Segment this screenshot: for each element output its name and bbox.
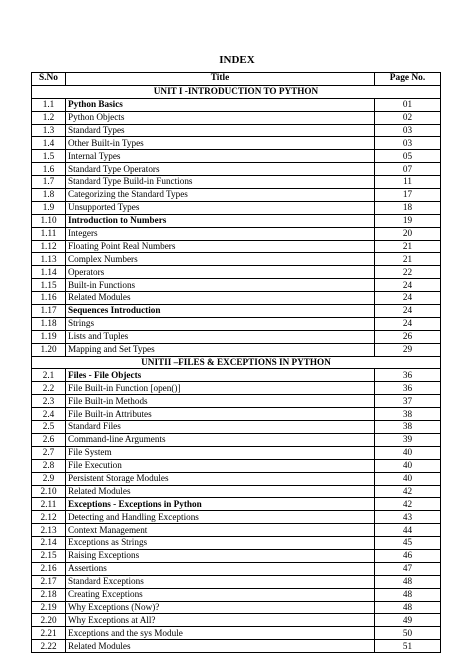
table-row bbox=[32, 562, 441, 575]
section-number: 2.1 bbox=[32, 369, 66, 382]
table-row bbox=[32, 472, 441, 485]
section-number: 2.12 bbox=[32, 511, 66, 524]
page-number: 49 bbox=[375, 614, 441, 627]
table-row bbox=[32, 601, 441, 614]
section-number: 2.8 bbox=[32, 459, 66, 472]
section-number: 2.14 bbox=[32, 537, 66, 550]
index-table-body bbox=[32, 85, 441, 652]
table-row bbox=[32, 343, 441, 356]
page-number: 37 bbox=[375, 395, 441, 408]
table-row bbox=[32, 137, 441, 150]
section-number: 1.18 bbox=[32, 317, 66, 330]
table-row bbox=[32, 640, 441, 653]
page-number: 29 bbox=[375, 343, 441, 356]
table-row bbox=[32, 305, 441, 318]
section-number: 1.1 bbox=[32, 98, 66, 111]
section-title: Related Modules bbox=[66, 640, 375, 653]
section-title: Categorizing the Standard Types bbox=[66, 189, 375, 202]
section-title: Raising Exceptions bbox=[66, 549, 375, 562]
table-row bbox=[32, 498, 441, 511]
section-title: Standard Files bbox=[66, 421, 375, 434]
page-number: 44 bbox=[375, 524, 441, 537]
section-number: 1.4 bbox=[32, 137, 66, 150]
section-number: 2.5 bbox=[32, 421, 66, 434]
section-title: Unsupported Types bbox=[66, 201, 375, 214]
section-number: 1.2 bbox=[32, 111, 66, 124]
section-title: Introduction to Numbers bbox=[66, 214, 375, 227]
page-number: 48 bbox=[375, 601, 441, 614]
table-row bbox=[32, 201, 441, 214]
page-number: 24 bbox=[375, 279, 441, 292]
page-number: 02 bbox=[375, 111, 441, 124]
table-row bbox=[32, 408, 441, 421]
table-row bbox=[32, 111, 441, 124]
table-row bbox=[32, 240, 441, 253]
page-number: 38 bbox=[375, 408, 441, 421]
page-number: 42 bbox=[375, 485, 441, 498]
section-number: 2.4 bbox=[32, 408, 66, 421]
section-title: Built-in Functions bbox=[66, 279, 375, 292]
section-number: 1.17 bbox=[32, 305, 66, 318]
section-number: 1.16 bbox=[32, 292, 66, 305]
section-title: Python Basics bbox=[66, 98, 375, 111]
section-title: Other Built-in Types bbox=[66, 137, 375, 150]
table-row bbox=[32, 575, 441, 588]
table-row bbox=[32, 524, 441, 537]
table-row bbox=[32, 421, 441, 434]
page-number: 39 bbox=[375, 433, 441, 446]
page-number: 48 bbox=[375, 588, 441, 601]
page-number: 18 bbox=[375, 201, 441, 214]
section-number: 2.11 bbox=[32, 498, 66, 511]
table-row bbox=[32, 382, 441, 395]
section-title: Standard Types bbox=[66, 124, 375, 137]
section-title: File Built-in Attributes bbox=[66, 408, 375, 421]
table-row bbox=[32, 588, 441, 601]
page-number: 03 bbox=[375, 124, 441, 137]
table-row bbox=[32, 266, 441, 279]
table-row bbox=[32, 176, 441, 189]
page-number: 40 bbox=[375, 472, 441, 485]
section-number: 1.20 bbox=[32, 343, 66, 356]
page-number: 24 bbox=[375, 305, 441, 318]
page-number: 46 bbox=[375, 549, 441, 562]
section-title: Context Management bbox=[66, 524, 375, 537]
page-column-header: Page No. bbox=[375, 73, 441, 86]
page-number: 50 bbox=[375, 627, 441, 640]
table-row bbox=[32, 369, 441, 382]
section-number: 1.7 bbox=[32, 176, 66, 189]
section-title: Exceptions and the sys Module bbox=[66, 627, 375, 640]
section-number: 2.19 bbox=[32, 601, 66, 614]
page-number: 43 bbox=[375, 511, 441, 524]
section-title: Lists and Tuples bbox=[66, 330, 375, 343]
section-number: 2.20 bbox=[32, 614, 66, 627]
section-title: Integers bbox=[66, 227, 375, 240]
section-number: 2.9 bbox=[32, 472, 66, 485]
section-number: 2.17 bbox=[32, 575, 66, 588]
table-row bbox=[32, 317, 441, 330]
page-number: 20 bbox=[375, 227, 441, 240]
page-number: 22 bbox=[375, 266, 441, 279]
index-table bbox=[31, 72, 441, 653]
table-row bbox=[32, 433, 441, 446]
table-row bbox=[32, 292, 441, 305]
section-title: Sequences Introduction bbox=[66, 305, 375, 318]
unit-heading-row bbox=[32, 356, 441, 369]
table-row bbox=[32, 150, 441, 163]
page-number: 07 bbox=[375, 163, 441, 176]
unit-heading-row bbox=[32, 85, 441, 98]
page-number: 40 bbox=[375, 446, 441, 459]
section-number: 1.8 bbox=[32, 189, 66, 202]
section-number: 2.7 bbox=[32, 446, 66, 459]
section-title: Command-line Arguments bbox=[66, 433, 375, 446]
section-title: File System bbox=[66, 446, 375, 459]
section-title: Internal Types bbox=[66, 150, 375, 163]
section-title: Persistent Storage Modules bbox=[66, 472, 375, 485]
page-number: 19 bbox=[375, 214, 441, 227]
page-number: 38 bbox=[375, 421, 441, 434]
page-number: 21 bbox=[375, 240, 441, 253]
table-row bbox=[32, 627, 441, 640]
table-row bbox=[32, 189, 441, 202]
section-title: Standard Type Build-in Functions bbox=[66, 176, 375, 189]
table-row bbox=[32, 124, 441, 137]
table-row bbox=[32, 214, 441, 227]
unit-heading: UNIT I -INTRODUCTION TO PYTHON bbox=[32, 85, 441, 98]
section-number: 2.3 bbox=[32, 395, 66, 408]
section-title: Related Modules bbox=[66, 485, 375, 498]
section-title: Related Modules bbox=[66, 292, 375, 305]
section-title: Why Exceptions at All? bbox=[66, 614, 375, 627]
section-title: Operators bbox=[66, 266, 375, 279]
section-title: Strings bbox=[66, 317, 375, 330]
section-number: 2.13 bbox=[32, 524, 66, 537]
section-number: 1.5 bbox=[32, 150, 66, 163]
table-row bbox=[32, 511, 441, 524]
section-title: Why Exceptions (Now)? bbox=[66, 601, 375, 614]
page-number: 24 bbox=[375, 292, 441, 305]
section-title: Files - File Objects bbox=[66, 369, 375, 382]
table-row bbox=[32, 98, 441, 111]
section-number: 2.6 bbox=[32, 433, 66, 446]
table-row bbox=[32, 459, 441, 472]
section-title: Floating Point Real Numbers bbox=[66, 240, 375, 253]
page-number: 01 bbox=[375, 98, 441, 111]
section-number: 1.12 bbox=[32, 240, 66, 253]
page-number: 24 bbox=[375, 317, 441, 330]
table-row bbox=[32, 537, 441, 550]
table-row bbox=[32, 163, 441, 176]
table-row bbox=[32, 549, 441, 562]
section-title: Standard Exceptions bbox=[66, 575, 375, 588]
sno-column-header: S.No bbox=[32, 73, 66, 86]
page-number: 42 bbox=[375, 498, 441, 511]
table-row bbox=[32, 227, 441, 240]
section-title: Assertions bbox=[66, 562, 375, 575]
table-header-row bbox=[32, 73, 441, 86]
section-number: 2.16 bbox=[32, 562, 66, 575]
section-number: 2.2 bbox=[32, 382, 66, 395]
table-row bbox=[32, 614, 441, 627]
page-number: 11 bbox=[375, 176, 441, 189]
table-row bbox=[32, 253, 441, 266]
section-number: 1.3 bbox=[32, 124, 66, 137]
section-number: 1.11 bbox=[32, 227, 66, 240]
page-number: 17 bbox=[375, 189, 441, 202]
page-number: 48 bbox=[375, 575, 441, 588]
page-number: 36 bbox=[375, 369, 441, 382]
table-row bbox=[32, 330, 441, 343]
section-number: 2.22 bbox=[32, 640, 66, 653]
section-number: 1.10 bbox=[32, 214, 66, 227]
section-number: 2.15 bbox=[32, 549, 66, 562]
section-title: File Built-in Function [open()] bbox=[66, 382, 375, 395]
section-number: 2.18 bbox=[32, 588, 66, 601]
section-number: 2.10 bbox=[32, 485, 66, 498]
page-number: 05 bbox=[375, 150, 441, 163]
section-title: Creating Exceptions bbox=[66, 588, 375, 601]
table-row bbox=[32, 485, 441, 498]
section-number: 1.19 bbox=[32, 330, 66, 343]
section-number: 1.14 bbox=[32, 266, 66, 279]
section-number: 1.9 bbox=[32, 201, 66, 214]
section-title: Python Objects bbox=[66, 111, 375, 124]
page-title: INDEX bbox=[219, 54, 255, 66]
page-number: 47 bbox=[375, 562, 441, 575]
section-title: Mapping and Set Types bbox=[66, 343, 375, 356]
section-title: Exceptions as Strings bbox=[66, 537, 375, 550]
section-number: 1.6 bbox=[32, 163, 66, 176]
table-row bbox=[32, 279, 441, 292]
page-number: 51 bbox=[375, 640, 441, 653]
page-number: 21 bbox=[375, 253, 441, 266]
unit-heading: UNITII –FILES & EXCEPTIONS IN PYTHON bbox=[32, 356, 441, 369]
section-title: Complex Numbers bbox=[66, 253, 375, 266]
table-row bbox=[32, 446, 441, 459]
page-number: 26 bbox=[375, 330, 441, 343]
page-number: 45 bbox=[375, 537, 441, 550]
section-title: Exceptions - Exceptions in Python bbox=[66, 498, 375, 511]
table-row bbox=[32, 395, 441, 408]
section-number: 1.15 bbox=[32, 279, 66, 292]
page-number: 40 bbox=[375, 459, 441, 472]
title-column-header: Title bbox=[66, 73, 375, 86]
section-title: Detecting and Handling Exceptions bbox=[66, 511, 375, 524]
section-title: File Execution bbox=[66, 459, 375, 472]
page-number: 36 bbox=[375, 382, 441, 395]
section-number: 2.21 bbox=[32, 627, 66, 640]
section-number: 1.13 bbox=[32, 253, 66, 266]
section-title: File Built-in Methods bbox=[66, 395, 375, 408]
page-number: 03 bbox=[375, 137, 441, 150]
section-title: Standard Type Operators bbox=[66, 163, 375, 176]
